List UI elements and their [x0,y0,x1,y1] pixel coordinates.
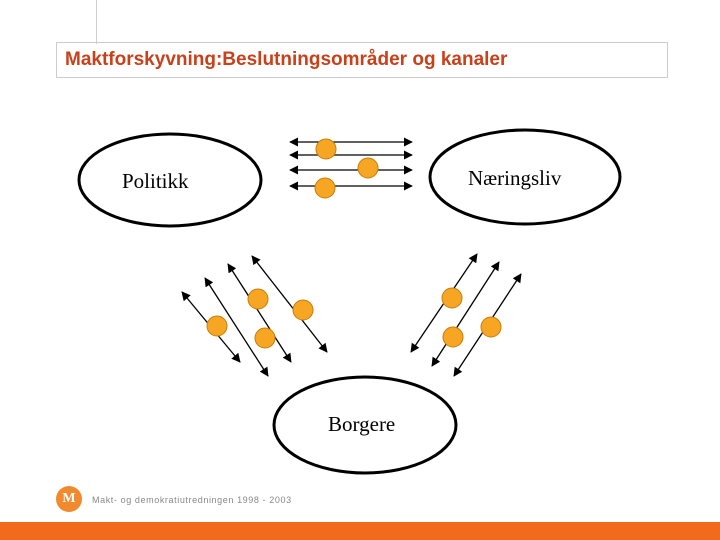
actor-dot [293,300,313,320]
bottom-bar [0,522,720,540]
borgere-label: Borgere [328,412,396,436]
actor-dot [207,316,227,336]
circle-m-logo-icon: M [56,486,82,512]
actor-dot [443,327,463,347]
actor-dot [255,328,275,348]
footer-text: Makt- og demokratiutredningen 1998 - 2003 [92,495,292,505]
actor-dot [442,288,462,308]
channel-arrow [432,262,499,366]
actor-dot [358,158,378,178]
channel-arrow [228,264,291,362]
actor-dot [315,178,335,198]
slide-title: Maktforskyvning:Beslutningsområder og kanaler [65,49,508,70]
naeringsliv-label: Næringsliv [468,166,562,190]
actor-dot [481,317,501,337]
actor-dot [248,289,268,309]
actor-dot [316,139,336,159]
politikk-label: Politikk [122,169,189,193]
